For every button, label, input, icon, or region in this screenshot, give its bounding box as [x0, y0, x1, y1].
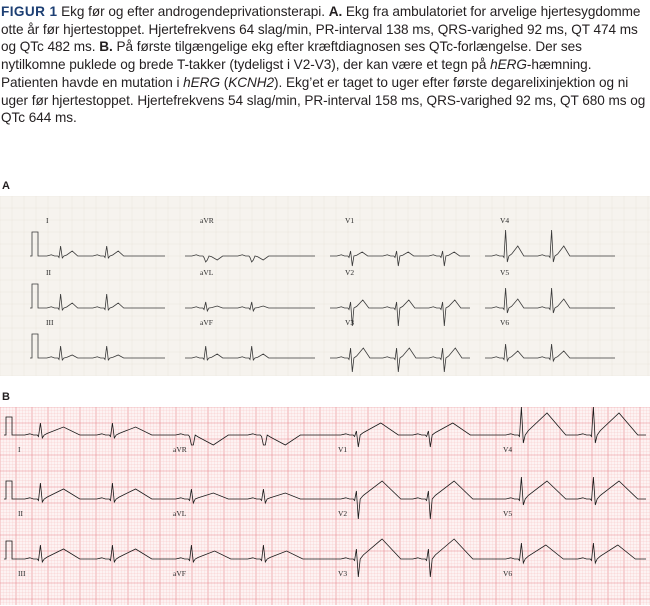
lead-label: V4: [500, 216, 510, 225]
caption-text-1: Ekg før og efter androgendeprivationsterapi.: [57, 4, 329, 19]
lead-label: V1: [345, 216, 355, 225]
caption-text-3: På første tilgængelige ekg efter kræftdiagnosen ses QTc-forlængelse. Der ses nytilkomne puklede og brede T-takker (tydeligst i V2-V3), der kan være et tegn på: [1, 39, 582, 73]
caption-text-2: Ekg fra ambulatoriet for arvelige hjertesygdomme otte år før hjertestoppet. Hjertefrekvens 64 slag/min, PR-interval 138 ms, QRS-varighed 92 ms, QT 474 ms og QTc 482 ms.: [1, 4, 641, 55]
lead-label: V6: [500, 318, 510, 327]
ecg-panel-b: [0, 407, 650, 605]
lead-label: II: [46, 268, 51, 277]
panel-b-label: B: [2, 391, 10, 403]
ecg-paper: [0, 407, 650, 605]
caption-herg-2: hERG: [183, 74, 220, 90]
lead-label: V5: [500, 268, 510, 277]
lead-label: aVR: [173, 445, 187, 454]
caption-text-5: (: [219, 74, 229, 90]
lead-label: V2: [345, 268, 355, 277]
lead-label: aVR: [200, 216, 214, 225]
caption-herg-1: hERG: [490, 57, 527, 73]
lead-label: aVF: [200, 318, 213, 327]
panel-a-label: A: [2, 180, 10, 192]
ecg-panel-a: [0, 196, 650, 376]
lead-label: V1: [338, 445, 348, 454]
lead-label: aVL: [173, 509, 187, 518]
lead-label: I: [18, 445, 21, 454]
lead-label: V3: [338, 569, 348, 578]
caption-text-4: -hæmning. Patienten havde en mutation i: [1, 57, 592, 90]
lead-label: V2: [338, 509, 348, 518]
figure-label: FIGUR 1: [1, 4, 58, 19]
caption-b-label: B.: [99, 39, 113, 55]
caption-text-6: ). Ekg’et er taget to uger efter første degarelixinjektion og ni uger før hjertestoppet. Hjertefrekvens 54 slag/min, PR-interval 158 ms, QRS-varighed 92 ms, QT 680 ms og QTc 644 ms.: [1, 74, 646, 126]
figure-caption: [1, 3, 647, 127]
caption-kcnh2: KCNH2: [228, 74, 275, 90]
lead-label: V6: [503, 569, 513, 578]
lead-label: III: [18, 569, 26, 578]
lead-label: I: [46, 216, 49, 225]
lead-label: V3: [345, 318, 355, 327]
lead-label: aVF: [173, 569, 186, 578]
lead-label: III: [46, 318, 54, 327]
caption-a-label: A.: [328, 4, 343, 19]
lead-label: V4: [503, 445, 513, 454]
lead-label: aVL: [200, 268, 214, 277]
lead-label: II: [18, 509, 23, 518]
lead-label: V5: [503, 509, 513, 518]
